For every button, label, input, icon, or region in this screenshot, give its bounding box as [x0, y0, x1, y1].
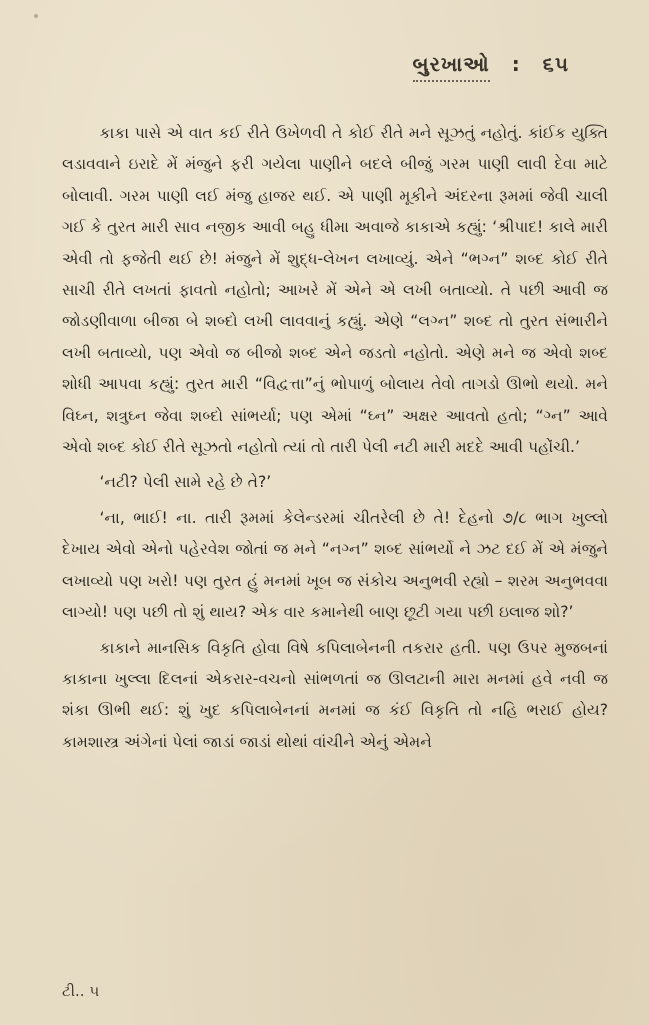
paper-speck — [34, 14, 38, 18]
paragraph-3: ‘ના, ભાઈ! ના. તારી રૂમમાં કેલેન્ડરમાં ચીતરેલી છે તે! દેહનો ૭/૮ ભાગ ખુલ્લો દેખાય એવો એનો પહેરવેશ જોતાં જ મને “નગ્ન” શબ્દ સાંભર્યો ને ઝટ દઈ મેં એ મંજુને લખાવ્યો પણ ખરો! પણ તુરત હું મનમાં ખૂબ જ સંકોચ અનુભવી રહ્યો – શરમ અનુભવવા લાગ્યો! પણ પછી તો શું થાય? એક વાર કમાનેથી બાણ છૂટી ગયા પછી ઇલાજ શો?’ — [62, 508, 608, 622]
page-number: ૬૫ — [542, 52, 569, 76]
paragraph-4: કાકાને માનસિક વિકૃતિ હોવા વિષે કપિલાબેનની તકરાર હતી. પણ ઉપર મુજબનાં કાકાના ખુલ્લા દિલનાં એકરાર-વચનો સાંભળતાં જ ઊલટાની મારા મનમાં હવે નવી જ શંકા ઊભી થઈ: શું ખુદ કપિલાબેનનાં મનમાં જ કંઈ વિકૃતિ તો નહિ ભરાઈ હોય? કામશાસ્ત્ર અંગેનાં પેલાં જાડાં જાડાં થોથાં વાંચીને એનું એમને — [62, 638, 608, 751]
header-separator: : — [511, 52, 521, 76]
signature-mark: ટી.. ૫ — [62, 982, 100, 1000]
paragraph-1: કાકા પાસે એ વાત કઈ રીતે ઉખેળવી તે કોઈ રીતે મને સૂઝતું નહોતું. કાંઈક યુક્તિ લડાવવાને ઇરાદે મેં મંજુને ફરી ગયેલા પાણીને બદલે બીજું ગરમ પાણી લાવી દેવા માટે બોલાવી. ગરમ પાણી લઈ મંજુ હાજર થઈ. એ પાણી મૂકીને અંદરના રૂમમાં જેવી ચાલી ગઈ કે તુરત મારી સાવ નજીક આવી બહુ ધીમા અવાજે કાકાએ કહ્યું: ‘શ્રીપાદ! કાલે મારી એવી તો ફજેતી થઈ છે! મંજુને મેં શુદ્ધ-લેખન લખાવ્યું. એને “ભગ્ન” શબ્દ કોઈ રીતે સાચી રીતે લખતાં ફાવતો નહોતો; આખરે મેં એને એ લખી બતાવ્યો. તે પછી આવી જ જોડણીવાળા બીજા બે શબ્દો લખી લાવવાનું કહ્યું. એણે “લગ્ન” શબ્દ તો તુરત સંભારીને લખી બતાવ્યો, પણ એવો જ બીજો શબ્દ એને જડતો નહોતો. એણે મને જ એવો શબ્દ શોધી આપવા કહ્યું: તુરત મારી “વિદ્વત્તા”નું ભોપાળું બોલાય તેવો તાગડો ઊભો થયો. મને વિઘ્ન, શત્રુઘ્ન જેવા શબ્દો સાંભર્યા; પણ એમાં “ઘ્ન” અક્ષર આવતો હતો; “ગ્ન” આવે એવો શબ્દ કોઈ રીતે સૂઝતો નહોતો ત્યાં તો તારી પેલી નટી મારી મદદે આવી પહોંચી.’ — [62, 124, 608, 457]
paragraph-2: ‘નટી? પેલી સામે રહે છે તે?’ — [99, 473, 272, 492]
chapter-title: બુરખાઓ — [413, 52, 490, 82]
running-head — [413, 52, 569, 76]
body-text — [62, 118, 608, 758]
